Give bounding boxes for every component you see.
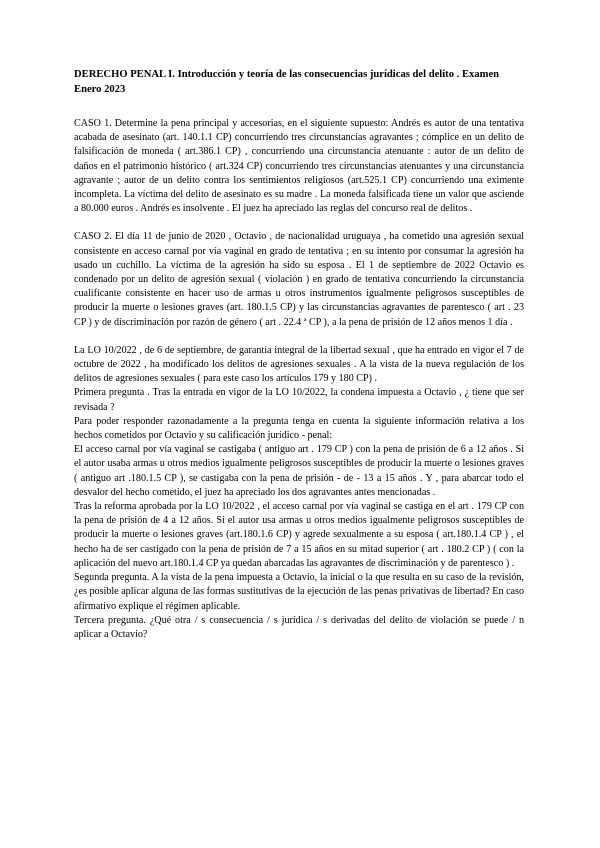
paragraph-gap [74, 216, 524, 230]
previous-regulation: El acceso carnal por vía vaginal se castigaba ( antiguo art . 179 CP ) con la pena de prisión de 6 a 12 años . Si el autor usaba armas u otros medios igualmente peligrosos susceptibles de producir la muerte o lesiones graves ( antiguo art .180.1.5 CP ), se castigaba con la pena de prisión - de - 13 a 15 años . Y , para abarcar todo el desvalor del hecho cometido, el juez ha apreciado los dos agravantes antes mencionadas . [74, 444, 524, 498]
new-regulation: Tras la reforma aprobada por la LO 10/2022 , el acceso carnal por vía vaginal se castiga en el art . 179 CP con la pena de prisión de 4 a 12 años. Si el autor usa armas u otros medios igualmente peligrosos susceptibles de producir la muerte o lesiones graves (art.180.1.6 CP) y agrede sexualmente a su esposa ( art.180.1.4 CP ) , el hecho ha de ser castigado con la pena de prisión de 7 a 15 años en su mitad superior ( art . 180.2 CP ) ( con la aplicación del nuevo art.180.1.4 CP ya quedan abarcadas las agravantes de discriminación y de parentesco ) . [74, 501, 524, 569]
question-2: Segunda pregunta. A la vista de la pena impuesta a Octavio, la inicial o la que resulta en su caso de la revisión, ¿es posible aplicar alguna de las formas sustitutivas de la ejecución de las penas privativas de libertad? En caso afirmativo explique el régimen aplicable. [74, 572, 524, 612]
case-1-text: CASO 1. Determine la pena principal y accesorias, en el siguiente supuesto: Andrés es autor de una tentativa acabada de asesinato (art. 140.1.1 CP) concurriendo tres circunstancias agravantes ; cómplice en un delito de falsificación de moneda ( art.386.1 CP) , concurriendo una circunstancia atenuante : autor de un delito de daños en el patrimonio histórico ( art.324 CP) concurriendo tres circunstancias atenuantes y una circunstancia agravante ; autor de un delito contra los sentimientos religiosos (art.525.1 CP) concurriendo una eximente incompleta. La víctima del delito de asesinato es su madre . La moneda falsificada tiene un valor que asciende a 80.000 euros . Andrés es insolvente . El juez ha apreciado las reglas del concurso real de delitos . [74, 118, 524, 215]
paragraph-gap [74, 330, 524, 344]
exam-title: DERECHO PENAL I. Introducción y teoría de las consecuencias jurídicas del delito . Examen Enero 2023 [74, 69, 500, 95]
law-reform-intro: La LO 10/2022 , de 6 de septiembre, de garantía integral de la libertad sexual , que ha entrado en vigor el 7 de octubre de 2022 , ha modificado los delitos de agresiones sexuales . A la vista de la nueva regulación de los delitos de agresiones sexuales ( para este caso los artículos 179 y 180 CP) . [74, 344, 524, 385]
question-3: Tercera pregunta. ¿Qué otra / s consecuencia / s jurídica / s derivadas del delito de violación se puede / n aplicar a Octavio? [74, 614, 524, 640]
info-intro: Para poder responder razonadamente a la pregunta tenga en cuenta la siguiente información relativa a los hechos cometidos por Octavio y su calificación jurídico - penal: [74, 415, 524, 442]
case-2-text: CASO 2. El día 11 de junio de 2020 , Octavio , de nacionalidad uruguaya , ha cometido una agresión sexual consistente en acceso carnal por vía vaginal en grado de tentativa ; en su intento por consumar la agresión ha usado un cuchillo. La víctima de la agresión ha sido su esposa . El 1 de septiembre de 2022 Octavio es condenado por un delito de agresión sexual ( violación ) en grado de tentativa concurriendo la circunstancia cualificante consistente en hacer uso de armas u otros instrumentos igualmente peligrosos susceptibles de producir la muerte o lesiones graves (art. 180.1.5 CP) y las circunstancias agravantes de parentesco ( art . 23 CP ) y de discriminación por razón de género ( art . 22.4 ª CP ), a la pena de prisión de 12 años menos 1 día . [74, 231, 524, 328]
question-1: Primera pregunta . Tras la entrada en vigor de la LO 10/2022, la condena impuesta a Octavio , ¿ tiene que ser revisada ? [74, 387, 524, 413]
